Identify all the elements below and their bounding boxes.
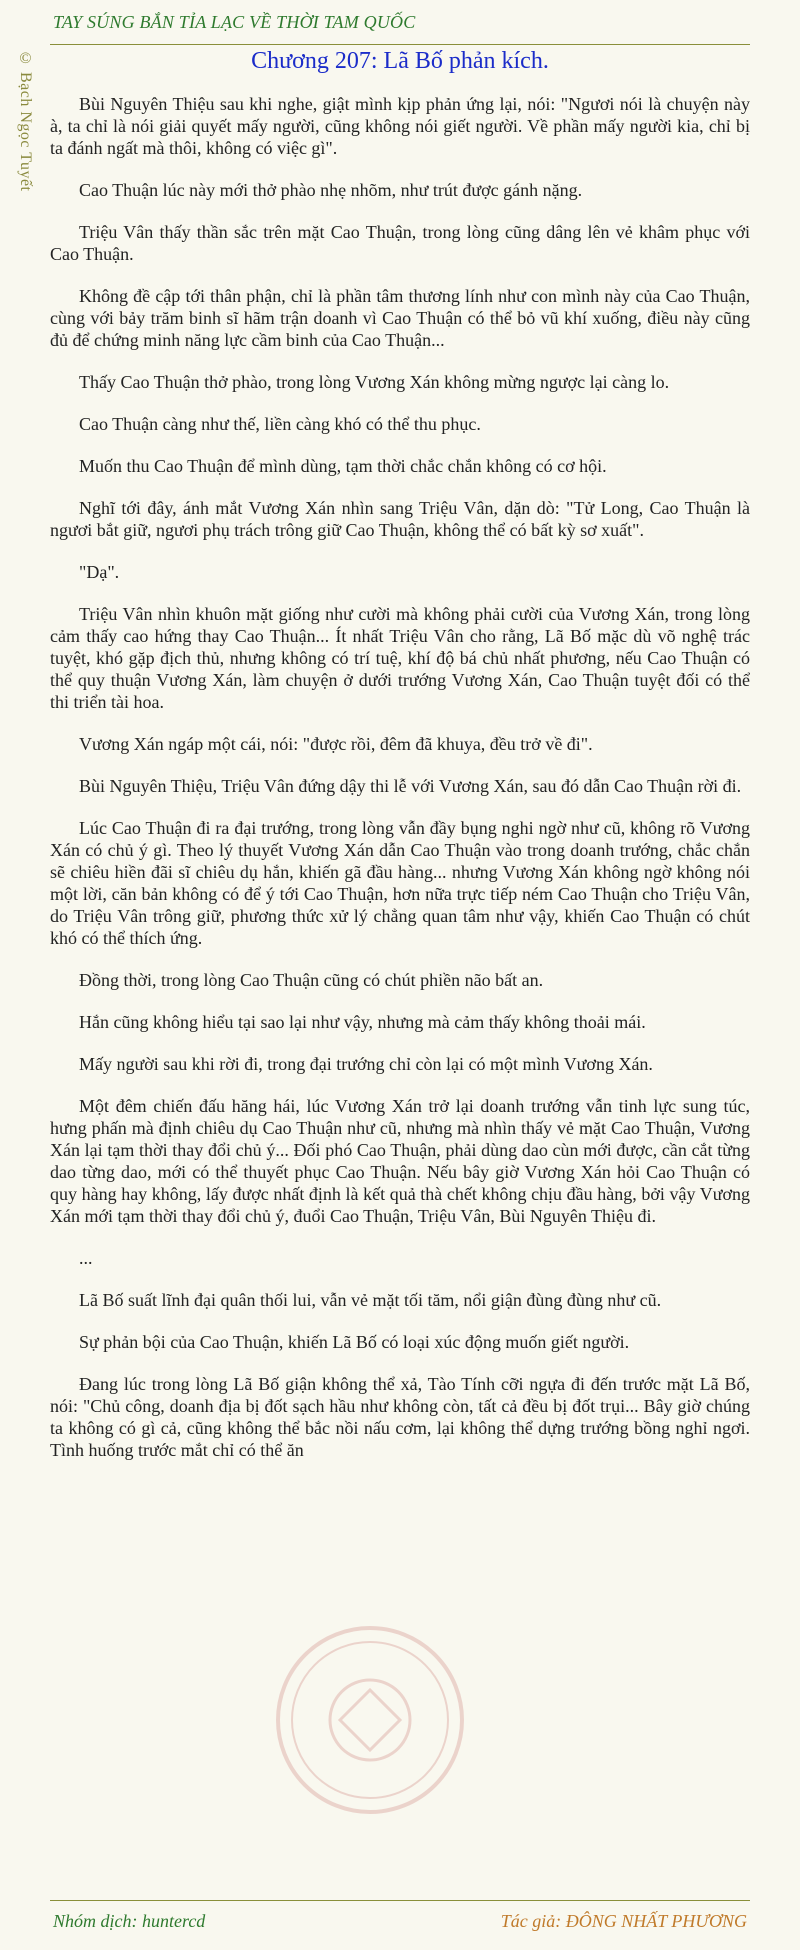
paragraph: Đồng thời, trong lòng Cao Thuận cũng có chút phiền não bất an.: [79, 970, 544, 990]
paragraph: Nghĩ tới đây, ánh mắt Vương Xán nhìn sang Triệu Vân, dặn dò: "Tử Long, Cao Thuận là ngươi bắt giữ, ngươi phụ trách trông giữ Cao Thuận, không thể có bất kỳ sơ xuất".: [50, 498, 750, 540]
translator-credit: Nhóm dịch: huntercd: [53, 1911, 206, 1931]
book-title: TAY SÚNG BẮN TỈA LẠC VỀ THỜI TAM QUỐC: [53, 12, 416, 32]
paragraph: Không đề cập tới thân phận, chỉ là phần tâm thương lính như con mình này của Cao Thuận, cùng với bảy trăm binh sĩ hãm trận doanh vì Cao Thuận có thể bỏ vũ khí xuống, điều này cũng đủ để chứng minh năng lực cầm binh của Cao Thuận...: [50, 286, 750, 350]
paragraph: Bùi Nguyên Thiệu sau khi nghe, giật mình kịp phản ứng lại, nói: "Ngươi nói là chuyện này à, ta chỉ là nói giải quyết mấy người, cũng không nói giết người. Về phần mấy người kia, chỉ bị ta đánh ngất mà thôi, không có việc gì".: [50, 94, 750, 158]
paragraph: Đang lúc trong lòng Lã Bố giận không thể xả, Tào Tính cỡi ngựa đi đến trước mặt Lã Bố, nói: "Chủ công, doanh địa bị đốt sạch hầu như không còn, tất cả đều bị đốt trụi... Bây giờ chúng ta không có gì cả, cũng không thể bắc nồi nấu cơm, lại không thể dựng trướng bồng nghỉ ngơi. Tình huống trước mắt chỉ có thể ăn: [50, 1374, 750, 1460]
paragraph: Sự phản bội của Cao Thuận, khiến Lã Bố có loại xúc động muốn giết người.: [79, 1332, 630, 1352]
chapter-body: [50, 93, 750, 1893]
page-header: [50, 10, 750, 45]
paragraph: ...: [79, 1248, 93, 1268]
paragraph: Vương Xán ngáp một cái, nói: "được rồi, đêm đã khuya, đều trở về đi".: [79, 734, 593, 754]
paragraph: Bùi Nguyên Thiệu, Triệu Vân đứng dậy thi lễ với Vương Xán, sau đó dẫn Cao Thuận rời đi.: [79, 776, 742, 796]
paragraph: Triệu Vân nhìn khuôn mặt giống như cười mà không phải cười của Vương Xán, trong lòng cảm thấy cao hứng thay Cao Thuận... Ít nhất Triệu Vân cho rằng, Lã Bố mặc dù võ nghệ trác tuyệt, khó gặp địch thủ, nhưng không có trí tuệ, khí độ bá chủ nhất phương, nếu Cao Thuận có thể quy thuận Vương Xán, làm chuyện ở dưới trướng Vương Xán, Cao Thuận tuyệt đối có thể thi triển tài hoa.: [50, 604, 750, 712]
page-footer: [50, 1900, 750, 1941]
paragraph: Lúc Cao Thuận đi ra đại trướng, trong lòng vẫn đầy bụng nghi ngờ như cũ, không rõ Vương Xán có chủ ý gì. Theo lý thuyết Vương Xán dẫn Cao Thuận vào trong doanh trướng, chắc chắn sẽ chiêu hiền đãi sĩ chiêu dụ hắn, khiến gã đầu hàng... nhưng Vương Xán không ngờ không nói một lời, căn bản không có để ý tới Cao Thuận, hơn nữa trực tiếp ném Cao Thuận cho Triệu Vân, do Triệu Vân trông giữ, phương thức xử lý chẳng quan tâm như vậy, khiến Cao Thuận có chút khó có thể thích ứng.: [50, 818, 750, 948]
paragraph: Cao Thuận càng như thế, liền càng khó có thể thu phục.: [79, 414, 481, 434]
paragraph: Muốn thu Cao Thuận để mình dùng, tạm thời chắc chắn không có cơ hội.: [79, 456, 607, 476]
paragraph: Lã Bố suất lĩnh đại quân thối lui, vẫn vẻ mặt tối tăm, nổi giận đùng đùng như cũ.: [79, 1290, 662, 1310]
paragraph: Cao Thuận lúc này mới thở phào nhẹ nhõm, như trút được gánh nặng.: [79, 180, 583, 200]
paragraph: Triệu Vân thấy thần sắc trên mặt Cao Thuận, trong lòng cũng dâng lên vẻ khâm phục với Cao Thuận.: [50, 222, 750, 264]
paragraph: Hắn cũng không hiểu tại sao lại như vậy, nhưng mà cảm thấy không thoải mái.: [79, 1012, 646, 1032]
copyright-notice: © Bạch Ngọc Tuyết: [17, 50, 34, 192]
chapter-title: Chương 207: Lã Bố phản kích.: [251, 48, 549, 74]
paragraph: Một đêm chiến đấu hăng hái, lúc Vương Xán trở lại doanh trướng vẫn tinh lực sung túc, hưng phấn mà định chiêu dụ Cao Thuận như cũ, nhưng mà nhìn thấy vẻ mặt Cao Thuận, Vương Xán lại tạm thời thay đổi chủ ý... Đối phó Cao Thuận, phải dùng dao cùn mới được, cần cắt từng dao từng dao, mới có thể thuyết phục Cao Thuận. Nếu bây giờ Vương Xán hỏi Cao Thuận có quy hàng hay không, lấy được nhất định là kết quả thà chết không chịu đầu hàng, bởi vậy Vương Xán mới tạm thời thay đổi chủ ý, đuổi Cao Thuận, Triệu Vân, Bùi Nguyên Thiệu đi.: [50, 1096, 750, 1226]
paragraph: Mấy người sau khi rời đi, trong đại trướng chỉ còn lại có một mình Vương Xán.: [79, 1054, 653, 1074]
paragraph: Thấy Cao Thuận thở phào, trong lòng Vương Xán không mừng ngược lại càng lo.: [79, 372, 670, 392]
paragraph: "Dạ".: [79, 562, 120, 582]
author-credit: Tác giả: ĐÔNG NHẤT PHƯƠNG: [500, 1911, 747, 1931]
